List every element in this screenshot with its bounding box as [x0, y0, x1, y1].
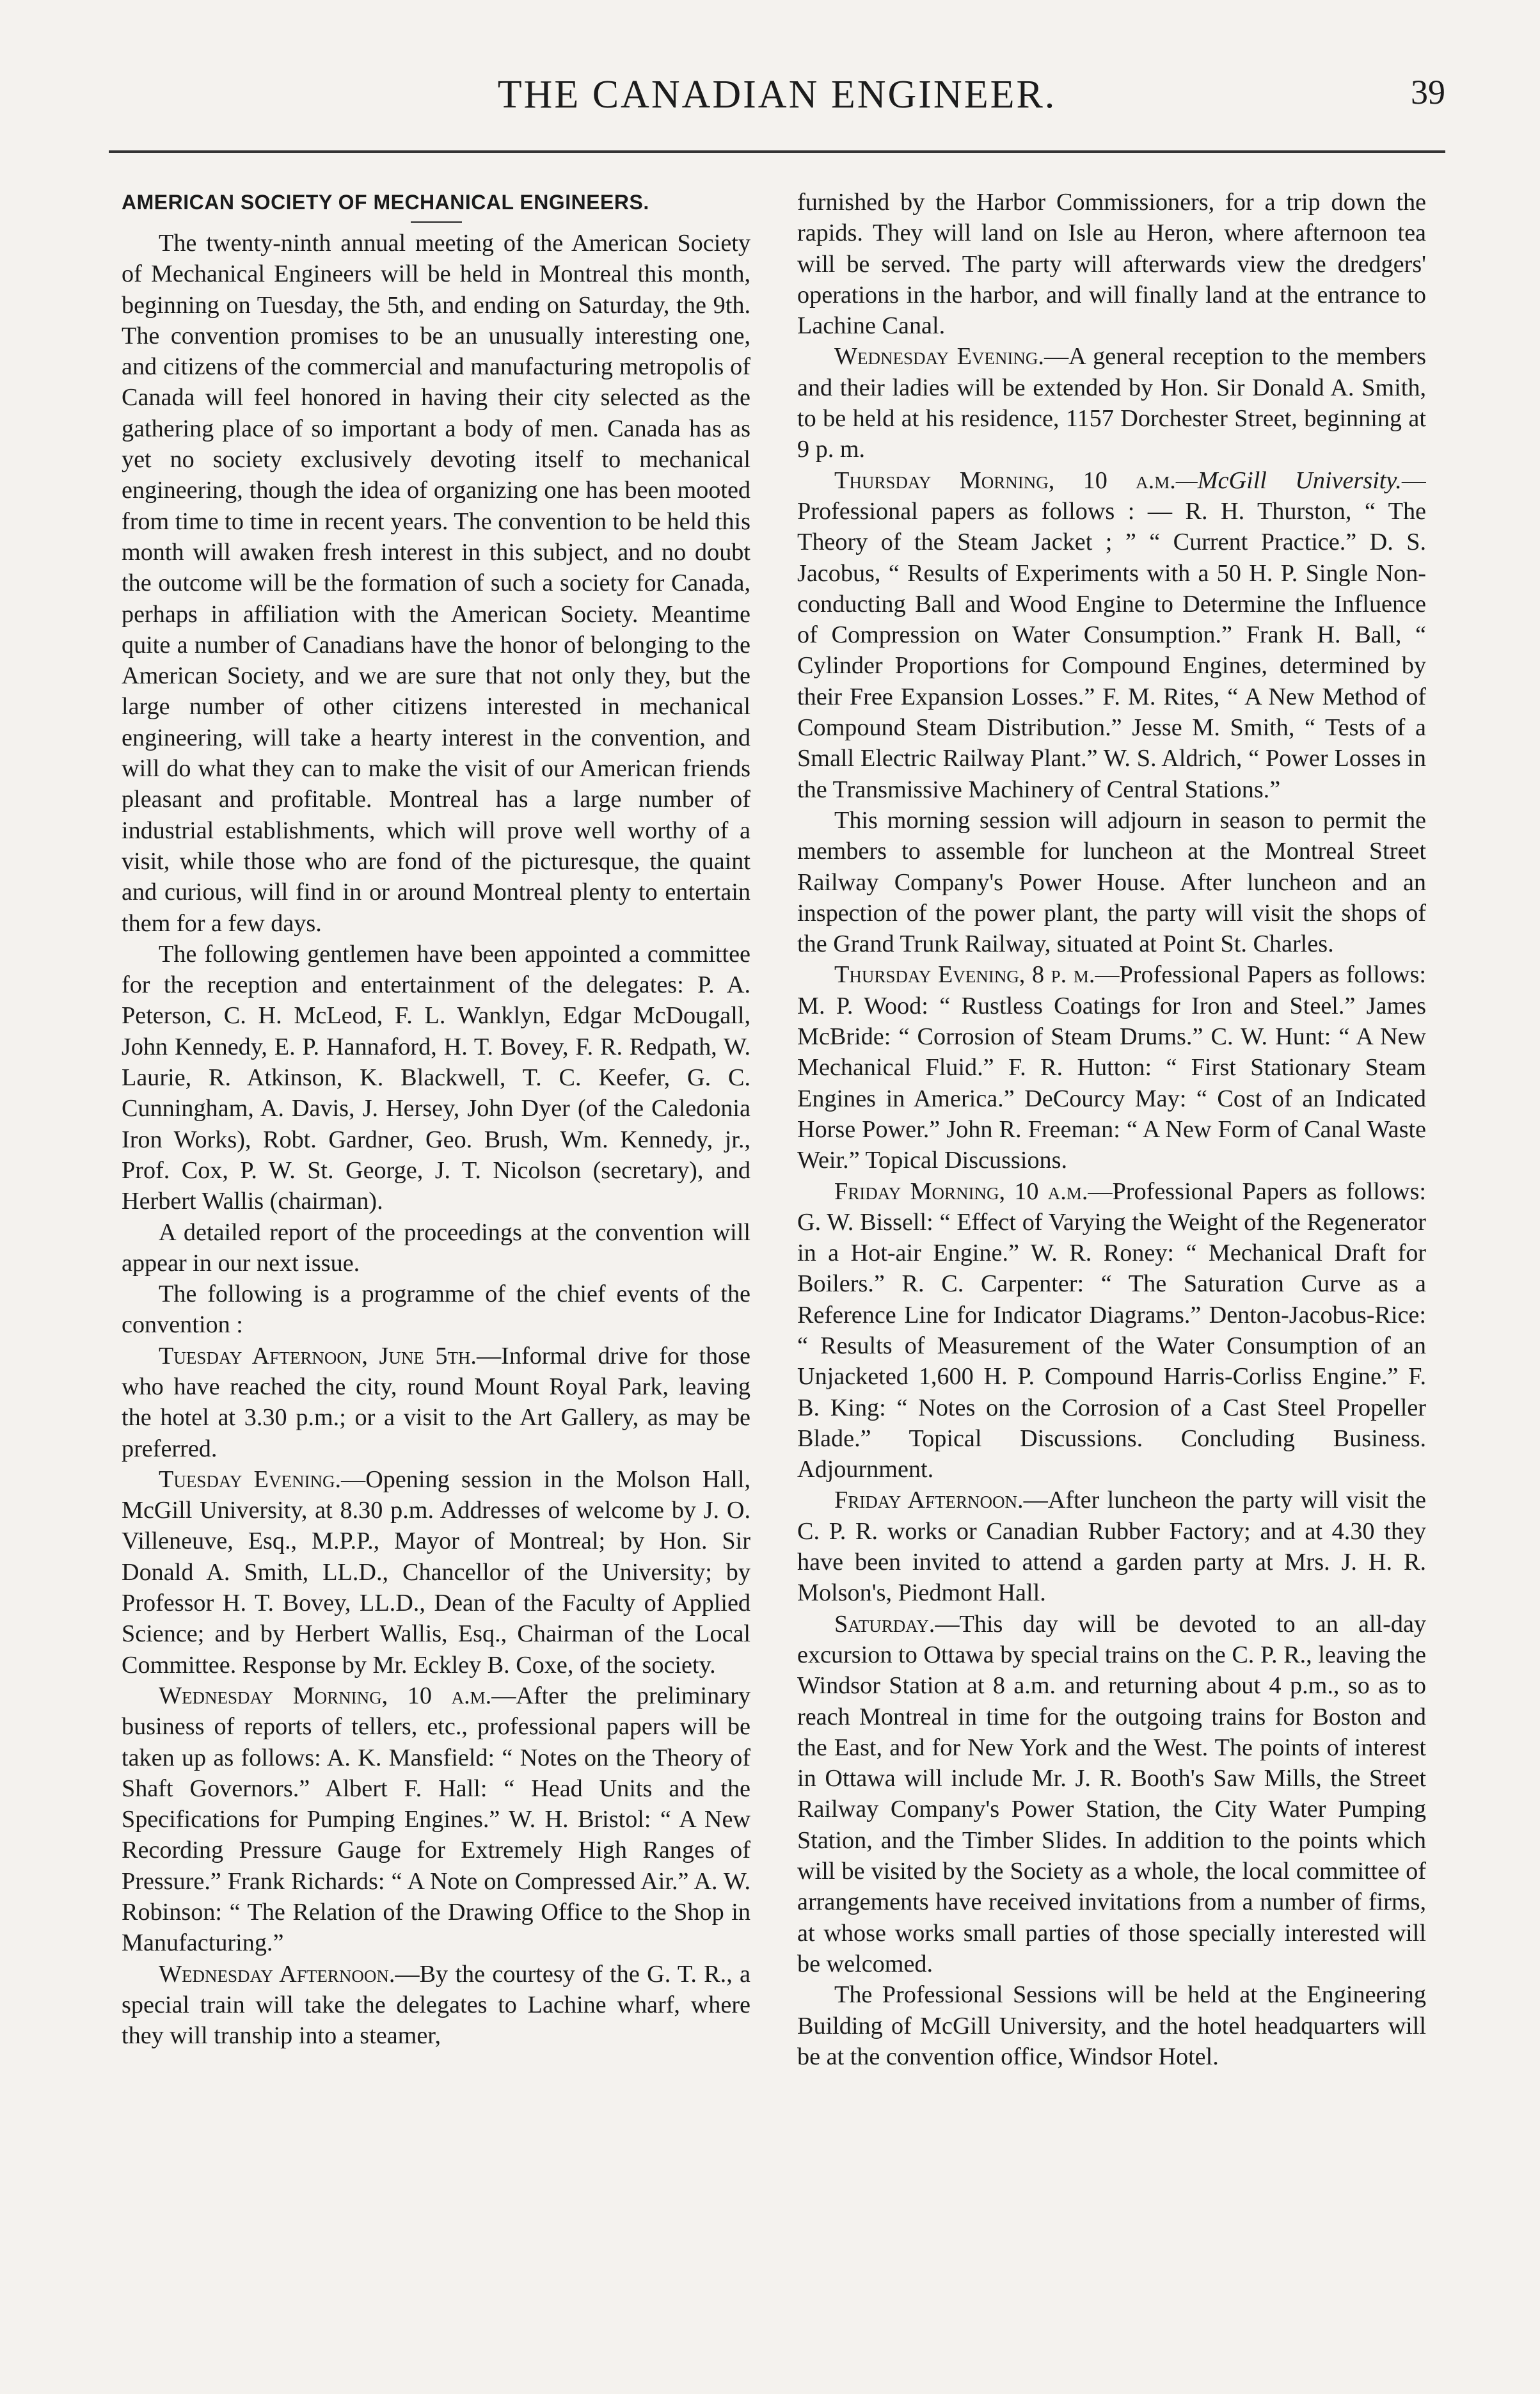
- program-entry-text: —After luncheon the party will visit the C. P. R. works or Canadian Rubber Factory; and at 4.30 they have been invited to attend a garden party at Mrs. J. H. R. Molson's, Piedmont Hall.: [797, 1487, 1426, 1607]
- program-entry-lead: Wednesday Evening.: [834, 343, 1044, 371]
- program-entry: [122, 1680, 750, 1959]
- program-entry-lead: Friday Morning, 10 a.m.: [834, 1177, 1088, 1205]
- program-entry-text: —Opening session in the Molson Hall, McGill University, at 8.30 p.m. Addresses of welcome by J. O. Villeneuve, Esq., M.P.P., Mayor of Montreal; by Hon. Sir Donald A. Smith, LL.D., Chancellor of the University; by Professor H. T. Bovey, LL.D., Dean of the Faculty of Applied Science; and by Herbert Wallis, Esq., Chairman of the Local Committee. Response by Mr. Eckley B. Coxe, of the society.: [122, 1465, 750, 1679]
- program-entry-text: —After the preliminary business of reports of tellers, etc., professional papers will be taken up as follows: A. K. Mansfield: “ Notes on the Theory of Shaft Governors.” Albert F. Hall: “ Head Units and the Specifications for Pumping Engines.” W. H. Bristol: “ A New Recording Pressure Gauge for Extremely High Ranges of Pressure.” Frank Richards: “ A Note on Compressed Air.” A. W. Robinson: “ The Relation of the Drawing Office to the Shop in Manufacturing.”: [122, 1682, 750, 1957]
- program-entry: [797, 341, 1426, 465]
- title-rule: [411, 221, 462, 223]
- paragraph: The Professional Sessions will be held at the Engineering Building of McGill University, and the hotel headquarters will be at the convention office, Windsor Hotel.: [797, 1981, 1426, 2070]
- program-entry-text: —A general reception to the members and their ladies will be extended by Hon. Sir Donald A. Smith, to be held at his residence, 1157 Dorchester Street, beginning at 9 p. m.: [797, 343, 1426, 463]
- journal-title: THE CANADIAN ENGINEER.: [497, 73, 1057, 116]
- program-entry-lead: Wednesday Morning, 10 a.m.: [159, 1682, 492, 1709]
- program-entry: [797, 1609, 1426, 1980]
- program-entry: [797, 1485, 1426, 1608]
- program-entry: [122, 1341, 750, 1464]
- paragraph: A detailed report of the proceedings at the convention will appear in our next issue.: [122, 1218, 750, 1277]
- program-entry-text: —This day will be devoted to an all-day excursion to Ottawa by special trains on the C. P. R., leaving the Windsor Station at 8 a.m. and returning about 4 p.m., so as to reach Montreal in time for the outgoing trains for Boston and the East, and for New York and the West. The points of interest in Ottawa will include Mr. J. R. Booth's Saw Mills, the Street Railway Company's Power Station, the City Water Pumping Station, and the Timber Slides. In addition to the points which will be visited by the Society as a whole, the local committee of arrangements have received invitations from a number of firms, at whose works small parties of those specially interested will be welcomed.: [797, 1610, 1426, 1977]
- right-column: [797, 187, 1426, 2324]
- paragraph: This morning session will adjourn in season to permit the members to assemble for luncheon at the Montreal Street Railway Company's Power House. After luncheon and an inspection of the power plant, the party will visit the shops of the Grand Trunk Railway, situated at Point St. Charles.: [797, 806, 1426, 958]
- paragraph: furnished by the Harbor Commissioners, for a trip down the rapids. They will land on Isle au Heron, where afternoon tea will be served. The party will afterwards view the dredgers' operations in the harbor, and will finally land at the entrance to Lachine Canal.: [797, 189, 1426, 340]
- program-entry-lead: Tuesday Afternoon, June 5th.: [159, 1342, 477, 1369]
- program-entry: [797, 1176, 1426, 1485]
- running-head: [109, 61, 1445, 157]
- paragraph: The following is a programme of the chief events of the convention :: [122, 1281, 750, 1339]
- program-entry-text: —Professional Papers as follows: M. P. Wood: “ Rustless Coatings for Iron and Steel.” James McBride: “ Corrosion of Steam Drums.” C. W. Hunt: “ A New Mechanical Fluid.” F. R. Hutton: “ First Stationary Steam Engines in America.” DeCourcy May: “ Cost of an Indicated Horse Power.” John R. Freeman: “ A New Form of Canal Waste Weir.” Topical Discussions.: [797, 961, 1426, 1174]
- program-entry-lead: Tuesday Evening.: [159, 1465, 342, 1493]
- header-rule: [109, 150, 1445, 153]
- paragraph: The following gentlemen have been appointed a committee for the reception and entertainment of the delegates: P. A. Peterson, C. H. McLeod, F. L. Wanklyn, Edgar McDougall, John Kennedy, E. P. Hannaford, H. T. Bovey, F. R. Redpath, W. Laurie, R. Atkinson, K. Blackwell, T. C. Keefer, G. C. Cunningham, A. Davis, J. Hersey, John Dyer (of the Caledonia Iron Works), Robt. Gardner, Geo. Brush, Wm. Kennedy, jr., Prof. Cox, P. W. St. George, J. T. Nicolson (secretary), and Herbert Wallis (chairman).: [122, 940, 750, 1215]
- program-entry-lead: Thursday Evening, 8 p. m.: [834, 961, 1095, 989]
- page-number: 39: [1411, 73, 1445, 111]
- program-entry-lead: Wednesday Afternoon.: [159, 1960, 395, 1988]
- program-entry: [797, 465, 1426, 805]
- program-entry: [122, 1464, 750, 1680]
- left-column: [122, 187, 750, 2324]
- program-entry: [797, 959, 1426, 1176]
- program-entry-text: —Professional Papers as follows: G. W. Bissell: “ Effect of Varying the Weight of the Regenerator in a Hot-air Engine.” W. R. Roney: “ Mechanical Draft for Boilers.” R. C. Carpenter: “ The Saturation Curve as a Reference Line for Indicator Diagrams.” Denton-Jacobus-Rice: “ Results of Measurement of the Water Consumption of an Unjacketed 1,600 H. P. Compound Harris-Corliss Engine.” F. B. King: “ Notes on the Corrosion of a Cast Steel Propeller Blade.” Topical Discussions. Concluding Business. Adjournment.: [797, 1177, 1426, 1483]
- program-entry-text: —By the courtesy of the G. T. R., a special train will take the delegates to Lachine wharf, where they will tranship into a steamer,: [122, 1960, 750, 2050]
- program-entry-lead: Thursday Morning, 10 a.m.: [834, 467, 1176, 494]
- article-title: AMERICAN SOCIETY OF MECHANICAL ENGINEERS.: [122, 191, 649, 214]
- program-entry-venue: —McGill University.: [1175, 467, 1402, 494]
- paragraph: The twenty-ninth annual meeting of the American Society of Mechanical Engineers will be held in Montreal this month, beginning on Tuesday, the 5th, and ending on Saturday, the 9th. The convention promises to be an unusually interesting one, and citizens of the commercial and manufacturing metropolis of Canada will feel honored in having their city selected as the gathering place of so important a body of men. Canada has as yet no society exclusively devoting itself to mechanical engineering, though the idea of organizing one has been mooted from time to time in recent years. The convention to be held this month will awaken fresh interest in this subject, and no doubt the outcome will be the formation of such a society for Canada, perhaps in affiliation with the American Society. Meantime quite a number of Canadians have the honor of belonging to the American Society, and we are sure that not only they, but the large number of other citizens interested in mechanical engineering, will take a hearty interest in the convention, and will do what they can to make the visit of our American friends pleasant and profitable. Montreal has a large number of industrial establishments, which will prove well worthy of a visit, while those who are fond of the picturesque, the quaint and curious, will find in or around Montreal plenty to entertain them for a few days.: [122, 230, 750, 937]
- program-entry-text: — Professional papers as follows : — R. H. Thurston, “ The Theory of the Steam Jacket ; ” “ Current Practice.” D. S. Jacobus, “ Results of Experiments with a 50 H. P. Single Non-conducting Ball and Wood Engine to Determine the Influence of Compression on Water Consumption.” Frank H. Ball, “ Cylinder Proportions for Compound Engines, determined by their Free Expansion Losses.” F. M. Rites, “ A New Method of Compound Steam Distribution.” Jesse M. Smith, “ Tests of a Small Electric Railway Plant.” W. S. Aldrich, “ Power Losses in the Transmissive Machinery of Central Stations.”: [797, 467, 1426, 803]
- program-entry-lead: Saturday.: [834, 1610, 935, 1638]
- program-entry-text: —Informal drive for those who have reached the city, round Mount Royal Park, leaving the hotel at 3.30 p.m.; or a visit to the Art Gallery, as may be preferred.: [122, 1342, 750, 1462]
- program-entry-lead: Friday Afternoon.: [834, 1487, 1024, 1514]
- program-entry: [122, 1959, 750, 2052]
